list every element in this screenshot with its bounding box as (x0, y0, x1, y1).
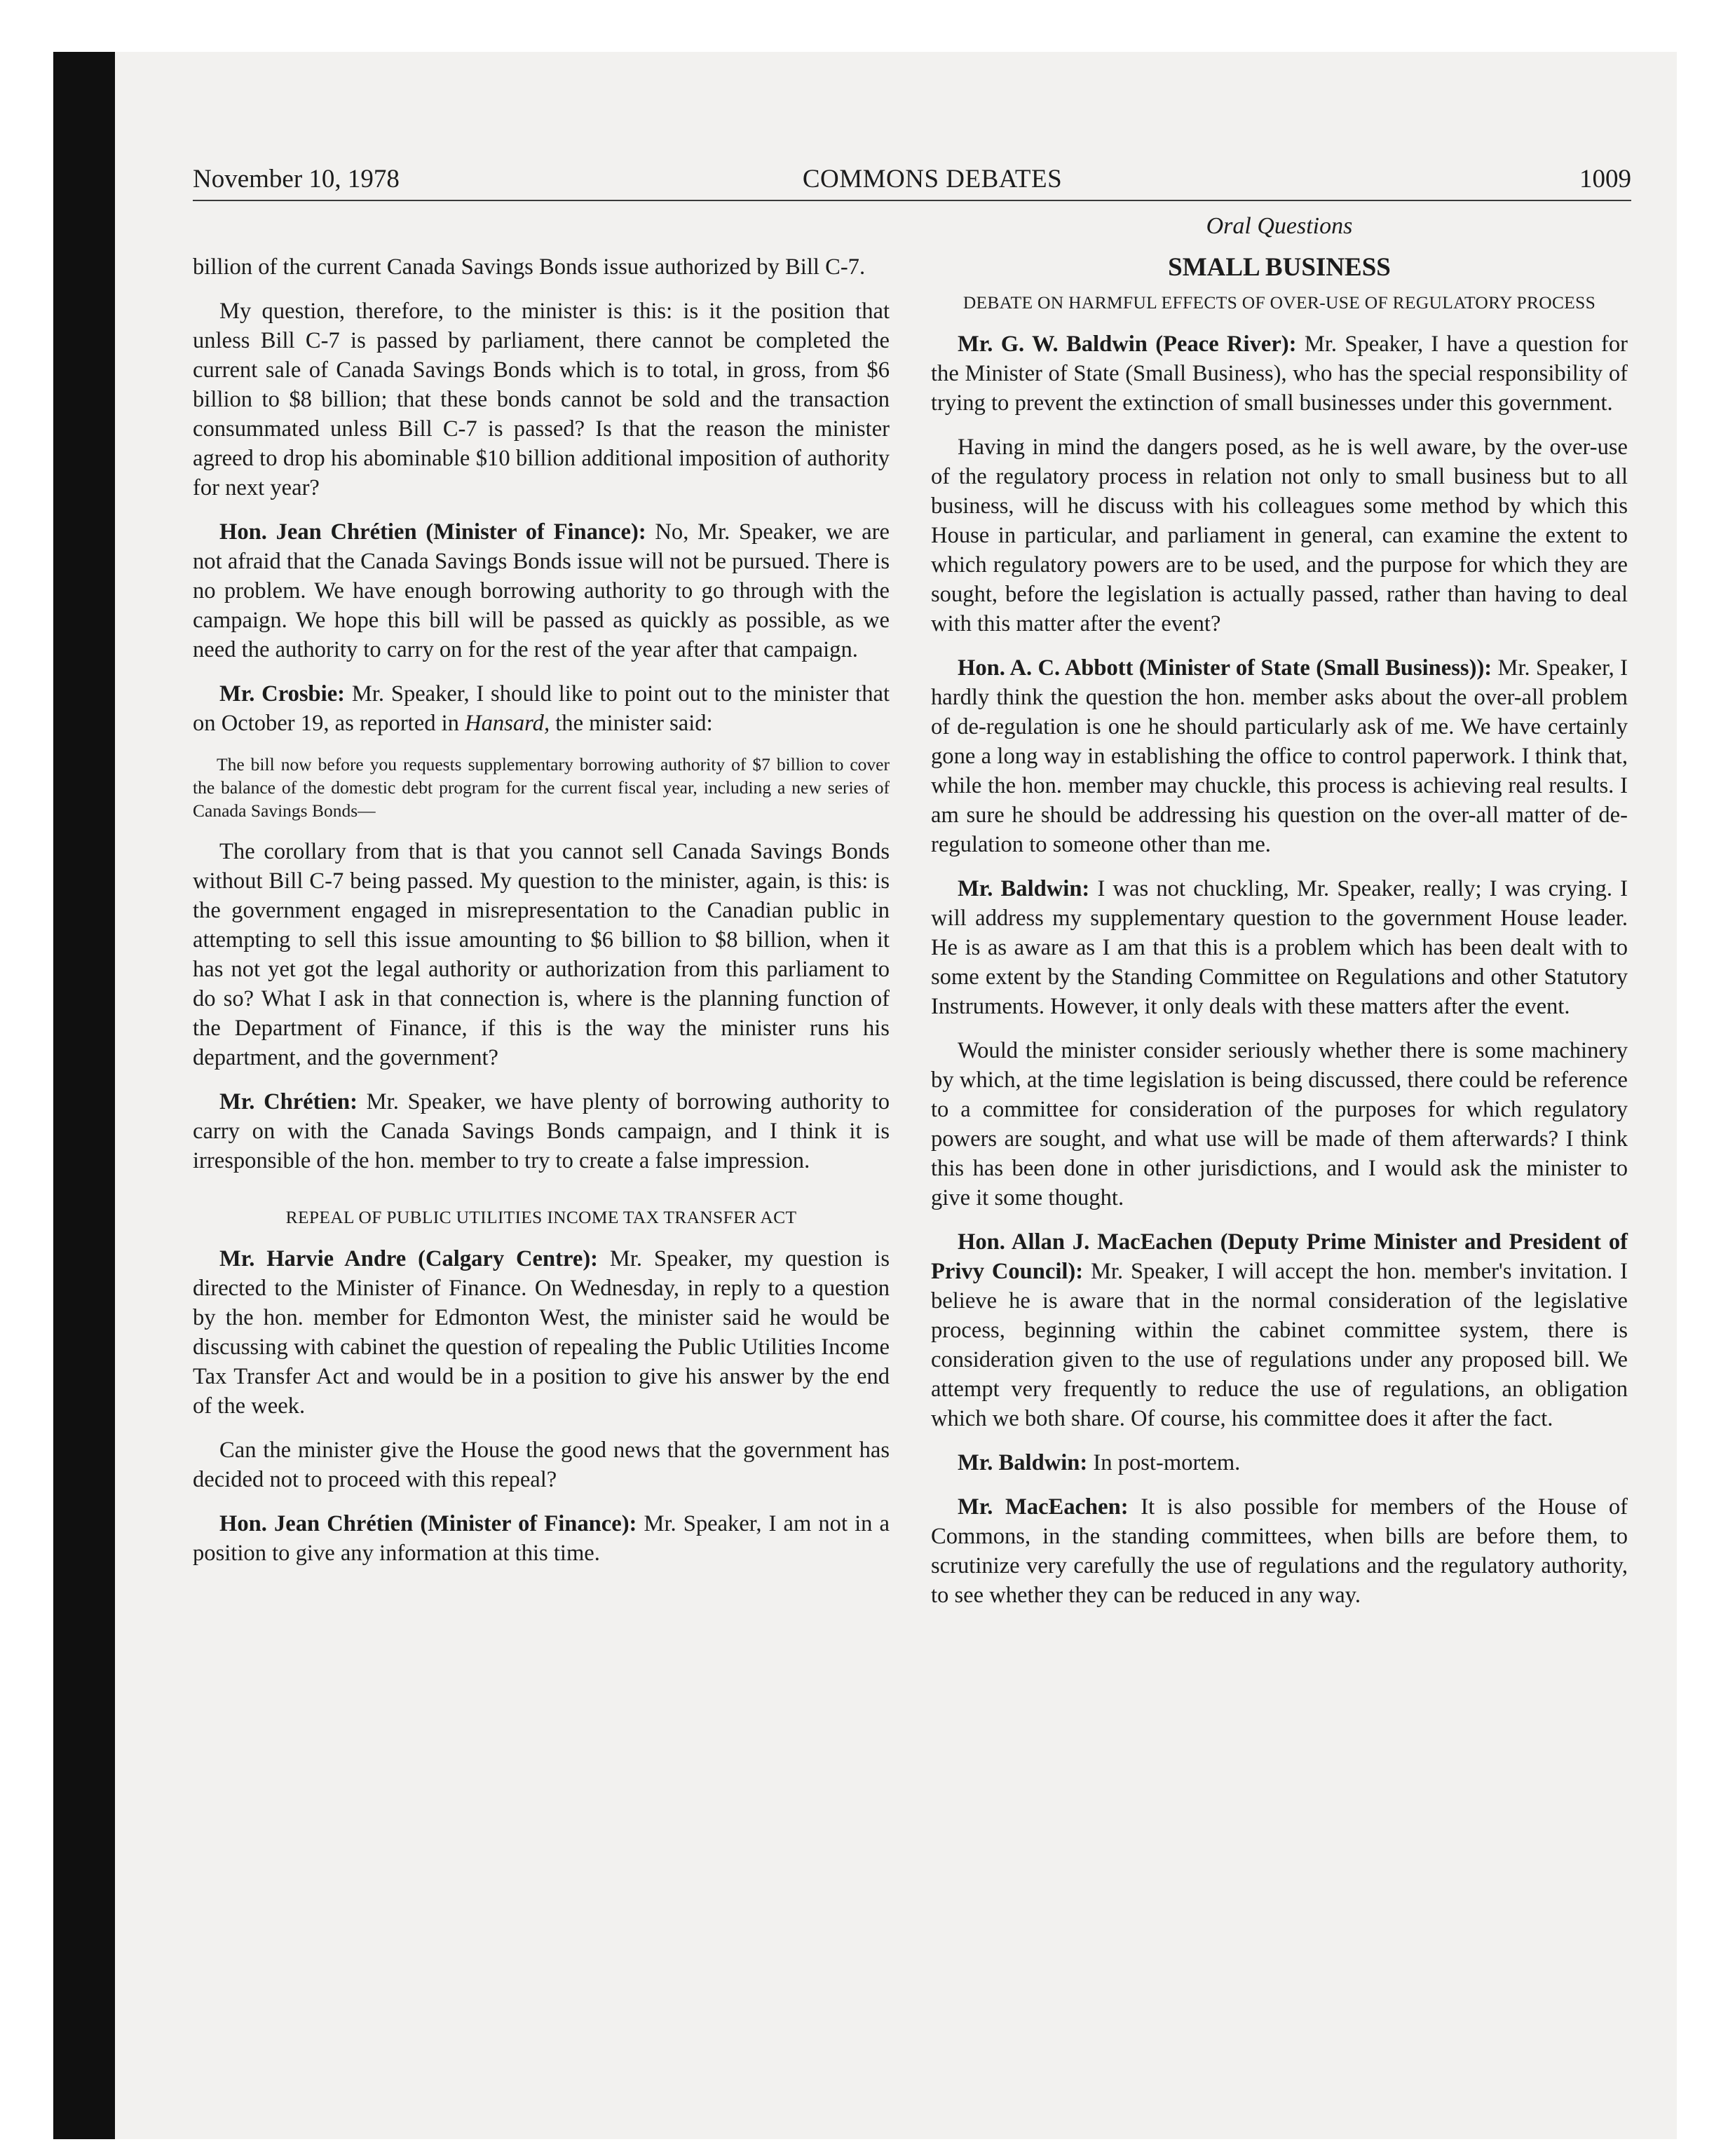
speaker-name: Hon. Allan J. MacEachen (Deputy Prime Minister and President of Privy Council): (931, 1229, 1628, 1284)
speech-text: Mr. Speaker, I hardly think the question the hon. member asks about the over-all problem of de-regulation is one he should particularly ask of me. We have certainly gone a long way in establishing the office to control paperwork. I think that, while the hon. member may chuckle, this process is achieving real results. I am sure he should be addressing his question on the over-all matter of de-regulation to someone other than me. (931, 655, 1628, 857)
speech-text: Mr. Speaker, my question is directed to the Minister of Finance. On Wednesday, in reply to a question by the hon. member for Edmonton West, the minister said he would be discussing with cabinet the question of repealing the Public Utilities Income Tax Transfer Act and would be in a position to give his answer by the end of the week. (193, 1246, 890, 1419)
paragraph (931, 1492, 1628, 1610)
header-rule (193, 200, 1631, 201)
speaker-name: Hon. Jean Chrétien (Minister of Finance): (219, 1511, 637, 1536)
paragraph (193, 1244, 890, 1421)
left-column (193, 252, 890, 1583)
header-title: COMMONS DEBATES (802, 165, 1063, 193)
paragraph (193, 517, 890, 664)
scan-edge (53, 52, 115, 2139)
speech-text: Mr. Speaker, we have plenty of borrowing authority to carry on with the Canada Savings Bonds campaign, and I think it is irresponsible of the hon. member to try to create a false impression. (193, 1089, 890, 1173)
speech-text: I was not chuckling, Mr. Speaker, really; I was crying. I will address my supplementary question to the government House leader. He is as aware as I am that this is a problem which has been dealt with to some extent by the Standing Committee on Regulations and other Statutory Instruments. However, it only deals with these matters after the event. (931, 876, 1628, 1019)
speech-text: In post-mortem. (1087, 1450, 1241, 1475)
speech-text: Mr. Speaker, I am not in a position to give any information at this time. (193, 1511, 890, 1566)
speech-text: Mr. Speaker, I will accept the hon. member's invitation. I believe he is aware that in the normal consideration of the legislative process, beginning within the cabinet committee system, there is consideration given to the use of regulations under any proposed bill. We attempt very frequently to reduce the use of regulations, an obligation which we both share. Of course, his committee does it after the fact. (931, 1259, 1628, 1431)
right-column (931, 210, 1628, 1625)
speech-text: It is also possible for members of the House of Commons, in the standing committees, when bills are before them, to scrutinize very carefully the use of regulations and the regulatory authority, to see whether they can be reduced in any way. (931, 1494, 1628, 1608)
speech-text: Mr. Speaker, I should like to point out to the minister that on October 19, as reported in (193, 681, 890, 736)
speaker-name: Mr. G. W. Baldwin (Peace River): (958, 332, 1297, 357)
paragraph (931, 1448, 1628, 1478)
speech-text: No, Mr. Speaker, we are not afraid that the Canada Savings Bonds issue will not be pursued. There is no problem. We have enough borrowing authority to go through with the campaign. We hope this bill will be passed as quickly as possible, as we need the authority to carry on for the rest of the year after that campaign. (193, 519, 890, 662)
paragraph (193, 1087, 890, 1175)
paragraph (193, 679, 890, 738)
paragraph: Can the minister give the House the good news that the government has decided not to proceed with this repeal? (193, 1438, 890, 1492)
hansard-citation: Hansard, (465, 711, 550, 736)
section-heading: SMALL BUSINESS (1168, 253, 1391, 282)
speaker-name: Mr. Chrétien: (219, 1089, 358, 1114)
speaker-name: Hon. A. C. Abbott (Minister of State (Small Business)): (958, 655, 1492, 681)
subheading: REPEAL OF PUBLIC UTILITIES INCOME TAX TRANSFER ACT (285, 1207, 797, 1227)
paragraph (931, 653, 1628, 859)
paragraph: The corollary from that is that you cannot sell Canada Savings Bonds without Bill C-7 being passed. My question to the minister, again, is this: is the government engaged in misrepresentation to the Canadian public in attempting to sell this issue amounting to $6 billion to $8 billion, when it has not yet got the legal authority or authorization from this parliament to do so? What I ask in that connection is, where is the planning function of the Department of Finance, if this is the way the minister runs his department, and the government? (193, 839, 890, 1070)
speaker-name: Mr. Baldwin: (958, 1450, 1088, 1475)
paragraph: My question, therefore, to the minister is this: is it the position that unless Bill C-7 is passed by parliament, there cannot be completed the current sale of Canada Savings Bonds which is to total, in gross, from $6 billion to $8 billion; that these bonds cannot be sold and the transaction consummated unless Bill C-7 is passed? Is that the reason the minister agreed to drop his abominable $10 billion additional imposition of authority for next year? (193, 299, 890, 500)
speech-text: the minister said: (550, 711, 713, 736)
paragraph (931, 1227, 1628, 1433)
paragraph: Would the minister consider seriously whether there is some machinery by which, at the time legislation is being discussed, there could be reference to a committee for consideration of the purposes for which regulatory powers are sought, and what use will be made of them afterwards? I think this has been done in other jurisdictions, and I would ask the minister to give it some thought. (931, 1038, 1628, 1210)
speech-text: Mr. Speaker, I have a question for the Minister of State (Small Business), who has the special responsibility of trying to prevent the extinction of small businesses under this government. (931, 332, 1628, 416)
subheading: DEBATE ON HARMFUL EFFECTS OF OVER-USE OF REGULATORY PROCESS (962, 292, 1596, 313)
block-quote: The bill now before you requests supplementary borrowing authority of $7 billion to cover the balance of the domestic debt program for the current fiscal year, including a new series of Canada Savings Bonds— (193, 754, 890, 821)
paragraph (193, 1509, 890, 1568)
header-page-number: 1009 (1579, 165, 1631, 193)
speaker-name: Mr. Baldwin: (958, 876, 1090, 901)
paragraph: billion of the current Canada Savings Bonds issue authorized by Bill C-7. (193, 254, 866, 280)
section-title: Oral Questions (1206, 213, 1353, 239)
speaker-name: Mr. Crosbie: (219, 681, 346, 707)
speaker-name: Mr. MacEachen: (958, 1494, 1129, 1520)
speaker-name: Hon. Jean Chrétien (Minister of Finance): (219, 519, 646, 545)
speaker-name: Mr. Harvie Andre (Calgary Centre): (219, 1246, 599, 1271)
paragraph (931, 874, 1628, 1021)
paragraph (931, 329, 1628, 418)
paragraph: Having in mind the dangers posed, as he is well aware, by the over-use of the regulatory process in relation not only to small business but to all business, will he discuss with his colleagues some method by which this House in particular, and parliament in general, can examine the extent to which regulatory powers are to be used, and the purpose for which they are sought, before the legislation is actually passed, rather than having to deal with this matter after the event? (931, 435, 1628, 636)
header-date: November 10, 1978 (193, 165, 400, 193)
